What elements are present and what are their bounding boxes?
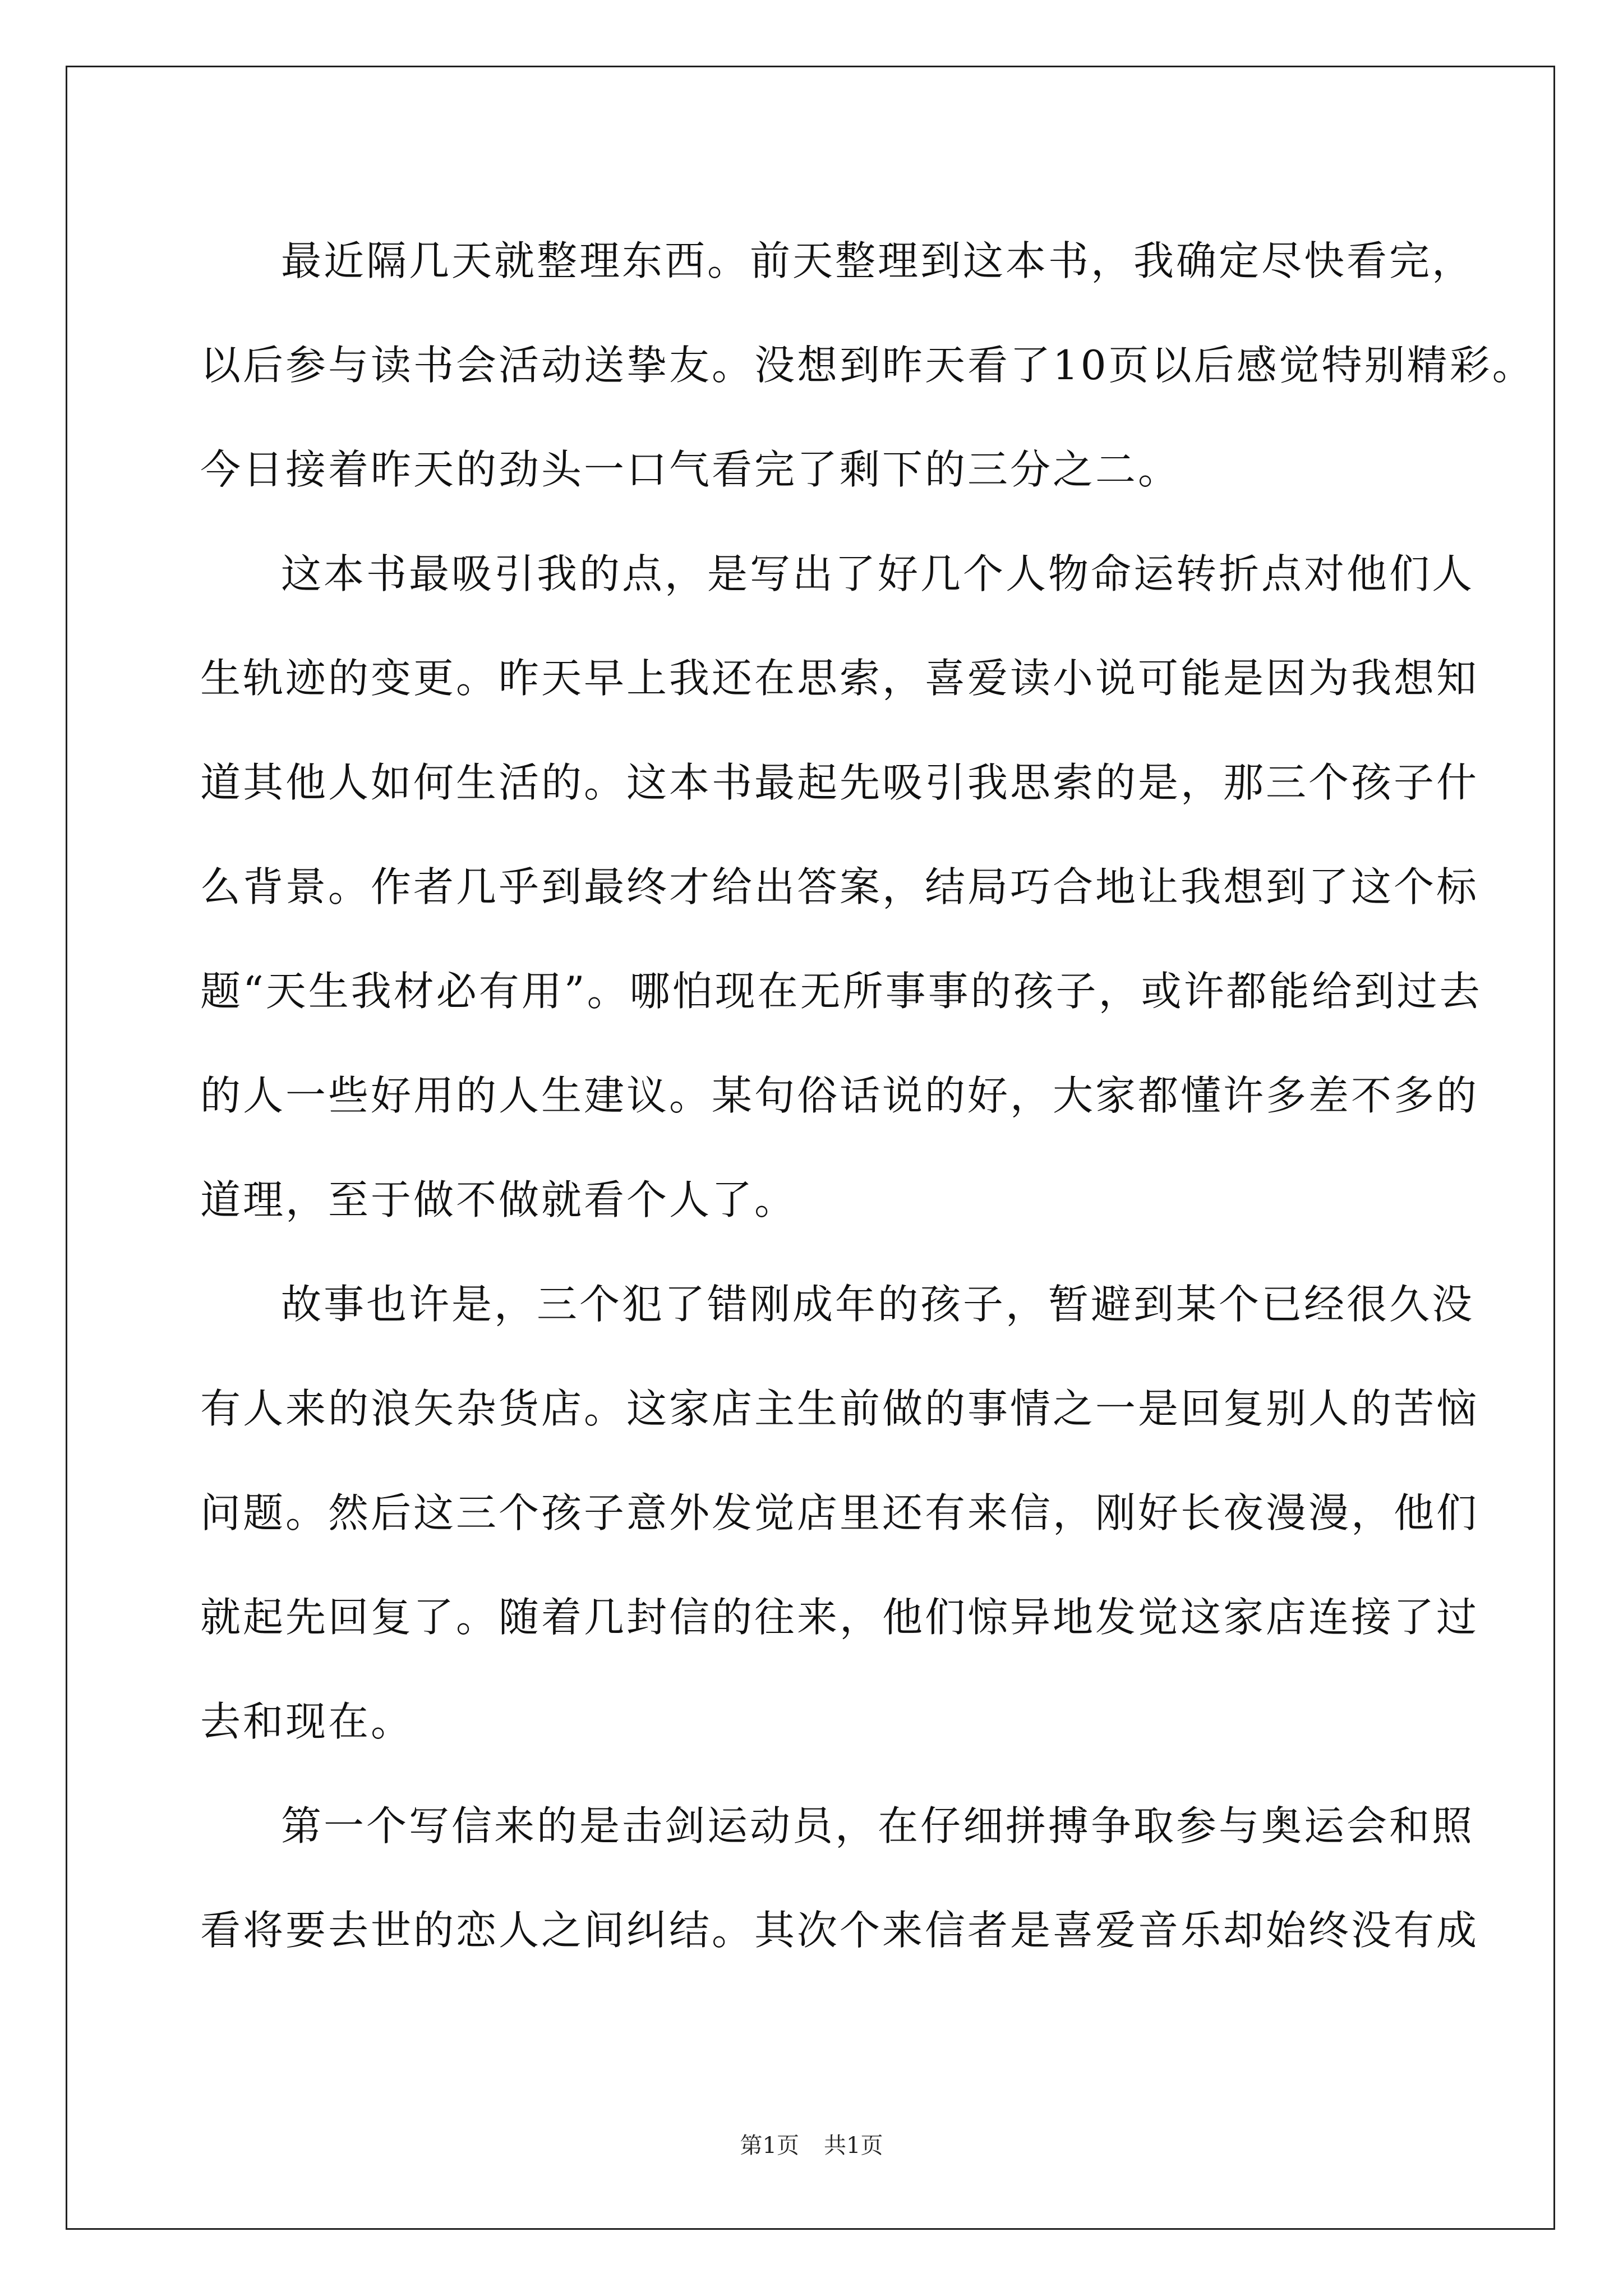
text-line: 今日接着昨天的劲头一口气看完了剩下的三分之二。: [200, 446, 1181, 493]
paragraph-2: [200, 522, 1482, 1252]
text-line: 这本书最吸引我的点，是写出了好几个人物命运转折点对他们人: [281, 550, 1475, 597]
paragraph-3: [200, 1252, 1479, 1774]
text-line: 最近隔几天就整理东西。前天整理到这本书，我确定尽快看完，: [281, 237, 1475, 284]
text-line: 有人来的浪矢杂货店。这家店主生前做的事情之一是回复别人的苦恼: [200, 1385, 1479, 1432]
text-line: 故事也许是，三个犯了错刚成年的孩子，暂避到某个已经很久没: [281, 1281, 1475, 1328]
text-line: 生轨迹的变更。昨天早上我还在思索，喜爱读小说可能是因为我想知: [200, 655, 1479, 702]
page-footer: [0, 2132, 1623, 2160]
page-number-current: 第1页: [740, 2133, 799, 2159]
text-line: 就起先回复了。随着几封信的往来，他们惊异地发觉这家店连接了过: [200, 1594, 1479, 1641]
page-number-total: 共1页: [824, 2133, 883, 2159]
text-line: 么背景。作者几乎到最终才给出答案，结局巧合地让我想到了这个标: [200, 863, 1479, 910]
document-body: [200, 209, 1535, 1982]
text-line: 问题。然后这三个孩子意外发觉店里还有来信，刚好长夜漫漫，他们: [200, 1489, 1479, 1536]
text-line: 道理，至于做不做就看个人了。: [200, 1176, 797, 1223]
paragraph-1: [200, 209, 1535, 522]
text-line: 道其他人如何生活的。这本书最起先吸引我思索的是，那三个孩子什: [200, 759, 1479, 806]
text-line: 题“天生我材必有用”。哪怕现在无所事事的孩子，或许都能给到过去: [200, 968, 1482, 1015]
text-line: 看将要去世的恋人之间纠结。其次个来信者是喜爱音乐却始终没有成: [200, 1907, 1479, 1954]
text-line: 第一个写信来的是击剑运动员，在仔细拼搏争取参与奥运会和照: [281, 1802, 1475, 1849]
text-line: 的人一些好用的人生建议。某句俗话说的好，大家都懂许多差不多的: [200, 1072, 1479, 1119]
text-line: 以后参与读书会活动送挚友。没想到昨天看了10页以后感觉特别精彩。: [200, 342, 1535, 389]
text-line: 去和现在。: [200, 1698, 414, 1745]
paragraph-4: [200, 1774, 1479, 1982]
